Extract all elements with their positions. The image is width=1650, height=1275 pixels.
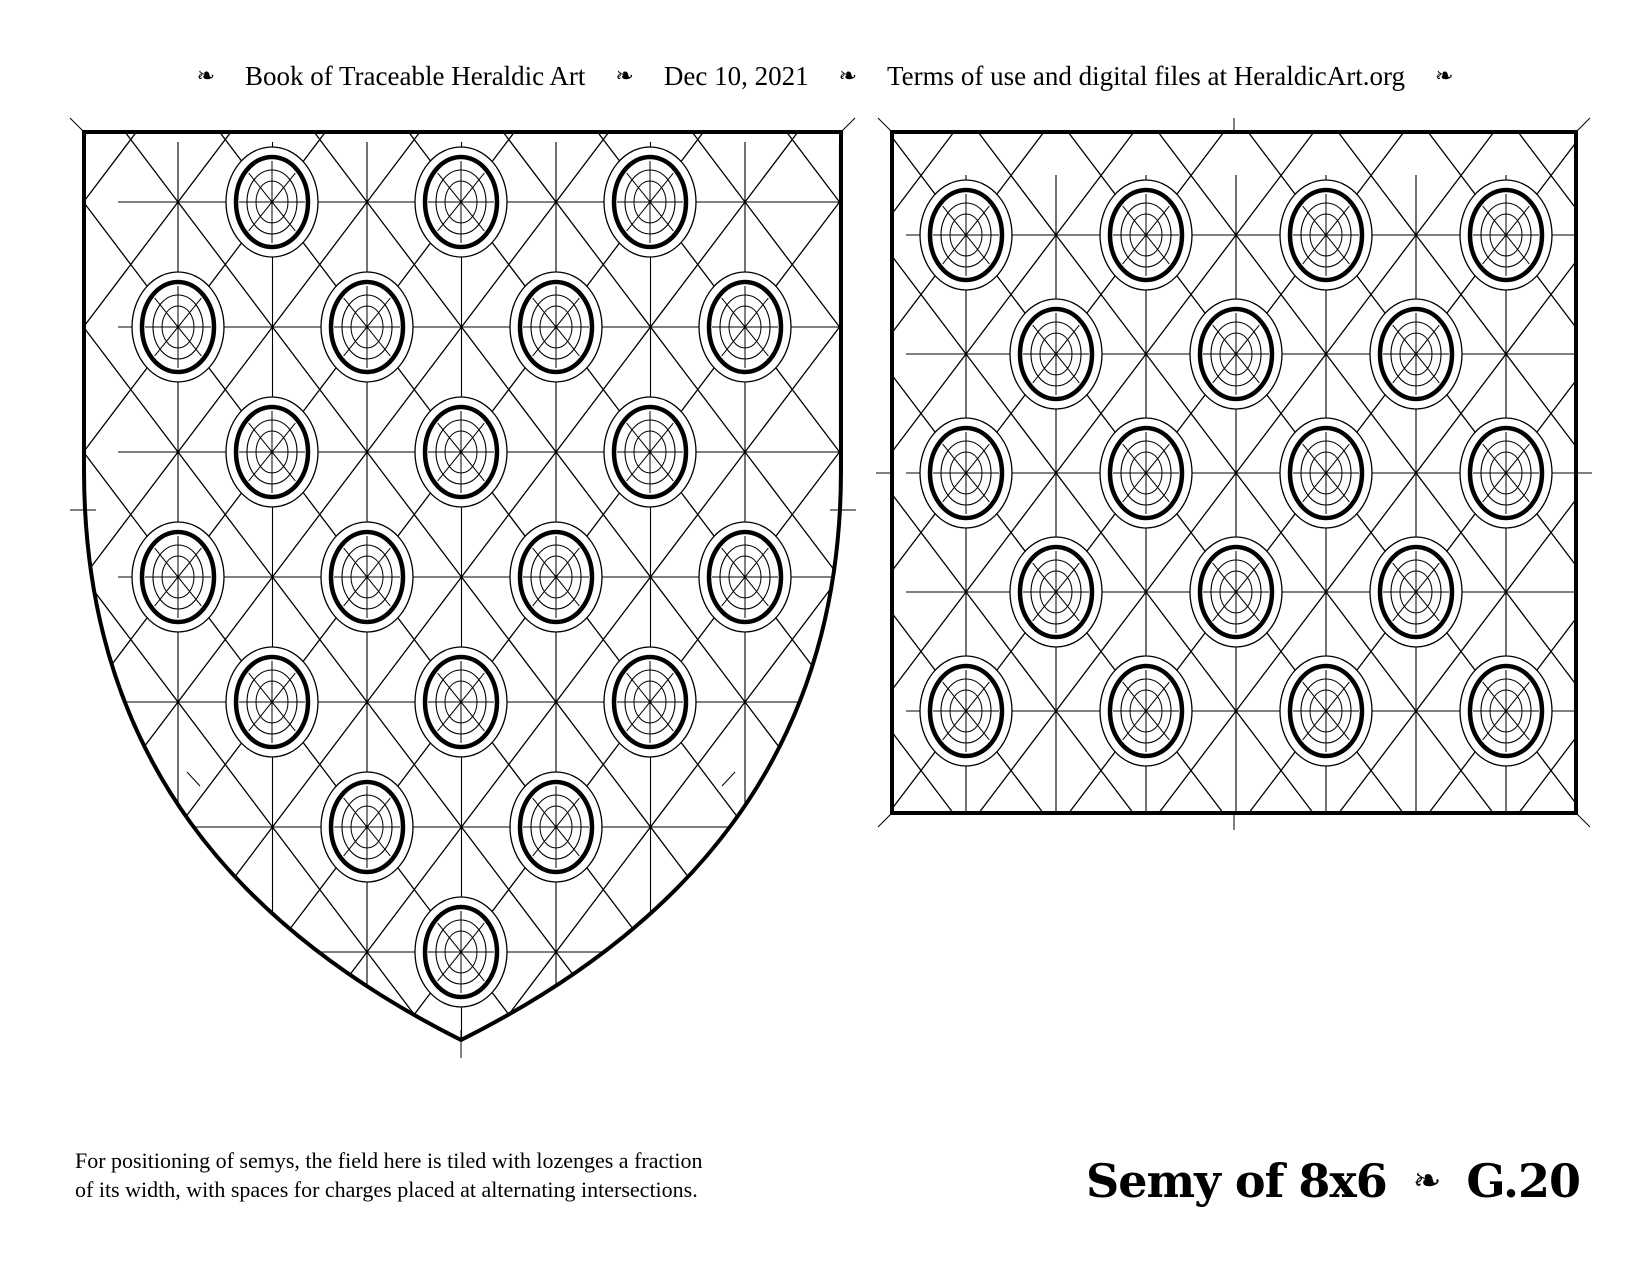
charge-roundel <box>321 772 413 882</box>
charge-roundel <box>226 397 318 507</box>
charge-roundel <box>920 180 1012 290</box>
charge-roundel <box>920 656 1012 766</box>
charge-spokes <box>1023 551 1089 633</box>
charge-roundel <box>226 647 318 757</box>
charge-spokes <box>334 786 400 868</box>
charge-roundel <box>1010 299 1102 409</box>
fleuron-icon: ❧ <box>1412 1161 1441 1201</box>
charge-roundel <box>1370 537 1462 647</box>
charge-spokes <box>1473 194 1539 276</box>
plate-title <box>1086 1146 1580 1216</box>
charge-spokes <box>1473 670 1539 752</box>
charge-spokes <box>428 411 494 493</box>
charge-spokes <box>712 286 778 368</box>
charge-spokes <box>1023 313 1089 395</box>
charge-roundel <box>132 272 224 382</box>
charge-spokes <box>145 286 211 368</box>
charge-roundel <box>415 897 507 1007</box>
charge-roundel <box>1100 656 1192 766</box>
charge-spokes <box>933 670 999 752</box>
charge-spokes <box>1383 551 1449 633</box>
charge-spokes <box>933 194 999 276</box>
charge-roundel <box>699 522 791 632</box>
charge-spokes <box>428 911 494 993</box>
charge-roundel <box>415 147 507 257</box>
fleuron-icon: ❧ <box>1434 63 1454 88</box>
charge-spokes <box>617 161 683 243</box>
fleuron-icon: ❧ <box>615 63 634 88</box>
charge-roundel <box>321 522 413 632</box>
charge-roundel <box>510 272 602 382</box>
charge-spokes <box>239 661 305 743</box>
charge-roundel <box>920 418 1012 528</box>
charge-roundel <box>132 522 224 632</box>
plate-name: Semy of 8x6 <box>1085 1154 1387 1208</box>
charge-spokes <box>334 286 400 368</box>
charge-spokes <box>239 161 305 243</box>
caption <box>75 1146 835 1204</box>
charge-roundel <box>1100 180 1192 290</box>
charge-roundel <box>1280 656 1372 766</box>
charge-spokes <box>523 786 589 868</box>
charge-roundel <box>1370 299 1462 409</box>
charge-roundel <box>1460 418 1552 528</box>
charge-spokes <box>1293 670 1359 752</box>
charge-roundel <box>1190 299 1282 409</box>
charge-roundel <box>1010 537 1102 647</box>
charge-spokes <box>1203 551 1269 633</box>
charge-roundel <box>1100 418 1192 528</box>
charge-roundel <box>510 772 602 882</box>
charge-roundel <box>604 147 696 257</box>
charge-spokes <box>1473 432 1539 514</box>
charge-spokes <box>712 536 778 618</box>
charge-spokes <box>617 661 683 743</box>
plate-number: G.20 <box>1466 1154 1580 1208</box>
charge-roundel <box>699 272 791 382</box>
charge-spokes <box>239 411 305 493</box>
publication-date: Dec 10, 2021 <box>663 60 809 91</box>
charge-spokes <box>933 432 999 514</box>
caption-line: For positioning of semys, the field here is tiled with lozenges a fraction <box>75 1148 703 1173</box>
charge-roundel <box>1460 180 1552 290</box>
charge-spokes <box>1113 670 1179 752</box>
charge-roundel <box>415 397 507 507</box>
charge-spokes <box>1293 194 1359 276</box>
charge-roundel <box>604 647 696 757</box>
fleuron-icon: ❧ <box>196 63 215 88</box>
charge-spokes <box>428 161 494 243</box>
charge-spokes <box>1203 313 1269 395</box>
charge-roundel <box>1280 180 1372 290</box>
fleuron-icon: ❧ <box>838 63 858 88</box>
charge-spokes <box>523 536 589 618</box>
charge-roundel <box>415 647 507 757</box>
charge-roundel <box>321 272 413 382</box>
charge-roundel <box>226 147 318 257</box>
charge-spokes <box>334 536 400 618</box>
charge-roundel <box>1190 537 1282 647</box>
charge-spokes <box>523 286 589 368</box>
caption-line: of its width, with spaces for charges placed at alternating intersections. <box>75 1177 698 1202</box>
book-title: Book of Traceable Heraldic Art <box>245 60 586 91</box>
charge-roundel <box>604 397 696 507</box>
charge-spokes <box>1113 194 1179 276</box>
charge-spokes <box>145 536 211 618</box>
charge-spokes <box>1113 432 1179 514</box>
charge-spokes <box>1293 432 1359 514</box>
terms-of-use: Terms of use and digital files at HeraldicArt.org <box>887 60 1405 91</box>
charge-spokes <box>617 411 683 493</box>
charge-spokes <box>1383 313 1449 395</box>
charge-roundel <box>510 522 602 632</box>
charge-roundel <box>1460 656 1552 766</box>
charge-spokes <box>428 661 494 743</box>
charge-roundel <box>1280 418 1372 528</box>
